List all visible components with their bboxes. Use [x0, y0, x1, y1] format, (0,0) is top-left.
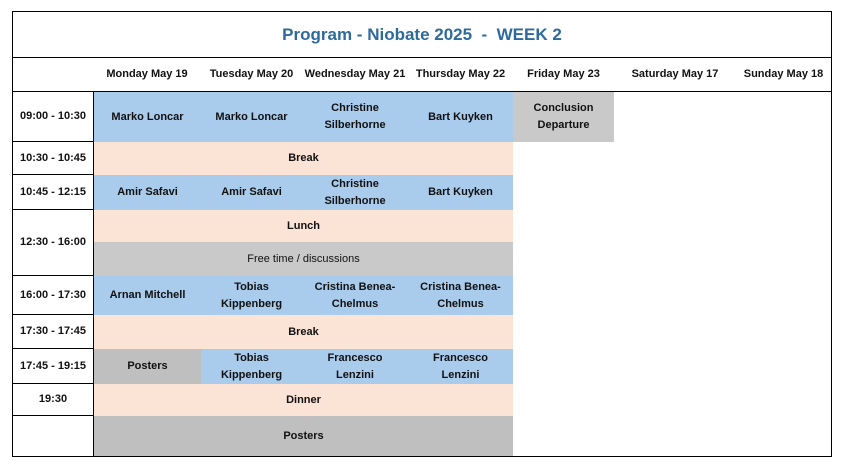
time-slot-evening	[13, 416, 94, 456]
schedule-grid	[13, 57, 831, 456]
page-title: Program - Niobate 2025 - WEEK 2	[282, 24, 562, 44]
time-slot-1030: 10:30 - 10:45	[13, 142, 94, 175]
session-thursday-0900: Bart Kuyken	[408, 92, 513, 142]
day-header-thursday: Thursday May 22	[415, 67, 506, 80]
title-row	[13, 12, 831, 58]
session-thursday-1600: Cristina Benea-Chelmus	[408, 276, 513, 315]
time-slot-1600: 16:00 - 17:30	[13, 276, 94, 315]
day-header-tuesday: Tuesday May 20	[209, 67, 294, 80]
time-slot-1045: 10:45 - 12:15	[13, 175, 94, 210]
session-tuesday-1045: Amir Safavi	[201, 175, 302, 210]
session-monday-1045: Amir Safavi	[94, 175, 201, 210]
time-slot-0900: 09:00 - 10:30	[13, 92, 94, 142]
day-header-friday: Friday May 23	[527, 67, 600, 80]
session-wednesday-1745: Francesco Lenzini	[302, 349, 408, 384]
time-slot-1930: 19:30	[13, 384, 94, 416]
session-monday-0900: Marko Loncar	[94, 92, 201, 142]
session-tuesday-1745: Tobias Kippenberg	[201, 349, 302, 384]
day-header-saturday: Saturday May 17	[631, 67, 719, 80]
day-header-sunday: Sunday May 18	[743, 67, 824, 80]
time-slot-1745: 17:45 - 19:15	[13, 349, 94, 384]
session-wednesday-1045: Christine Silberhorne	[302, 175, 408, 210]
posters-evening-block: Posters	[94, 416, 513, 456]
free-time-block: Free time / discussions	[94, 242, 513, 276]
session-thursday-1745: Francesco Lenzini	[408, 349, 513, 384]
session-thursday-1045: Bart Kuyken	[408, 175, 513, 210]
session-monday-1600: Arnan Mitchell	[94, 276, 201, 315]
dinner-block: Dinner	[94, 384, 513, 416]
session-tuesday-1600: Tobias Kippenberg	[201, 276, 302, 315]
day-header-wednesday: Wednesday May 21	[304, 67, 406, 80]
break-morning: Break	[94, 142, 513, 175]
lunch-block: Lunch	[94, 210, 513, 242]
schedule-frame	[12, 11, 832, 457]
session-wednesday-0900: Christine Silberhorne	[302, 92, 408, 142]
session-friday-0900: Conclusion Departure	[513, 92, 614, 142]
day-header-monday: Monday May 19	[106, 67, 188, 80]
session-tuesday-0900: Marko Loncar	[201, 92, 302, 142]
time-slot-1230: 12:30 - 16:00	[13, 210, 94, 276]
session-monday-1745: Posters	[94, 349, 201, 384]
session-wednesday-1600: Cristina Benea-Chelmus	[302, 276, 408, 315]
break-afternoon: Break	[94, 315, 513, 349]
time-slot-1730: 17:30 - 17:45	[13, 315, 94, 349]
